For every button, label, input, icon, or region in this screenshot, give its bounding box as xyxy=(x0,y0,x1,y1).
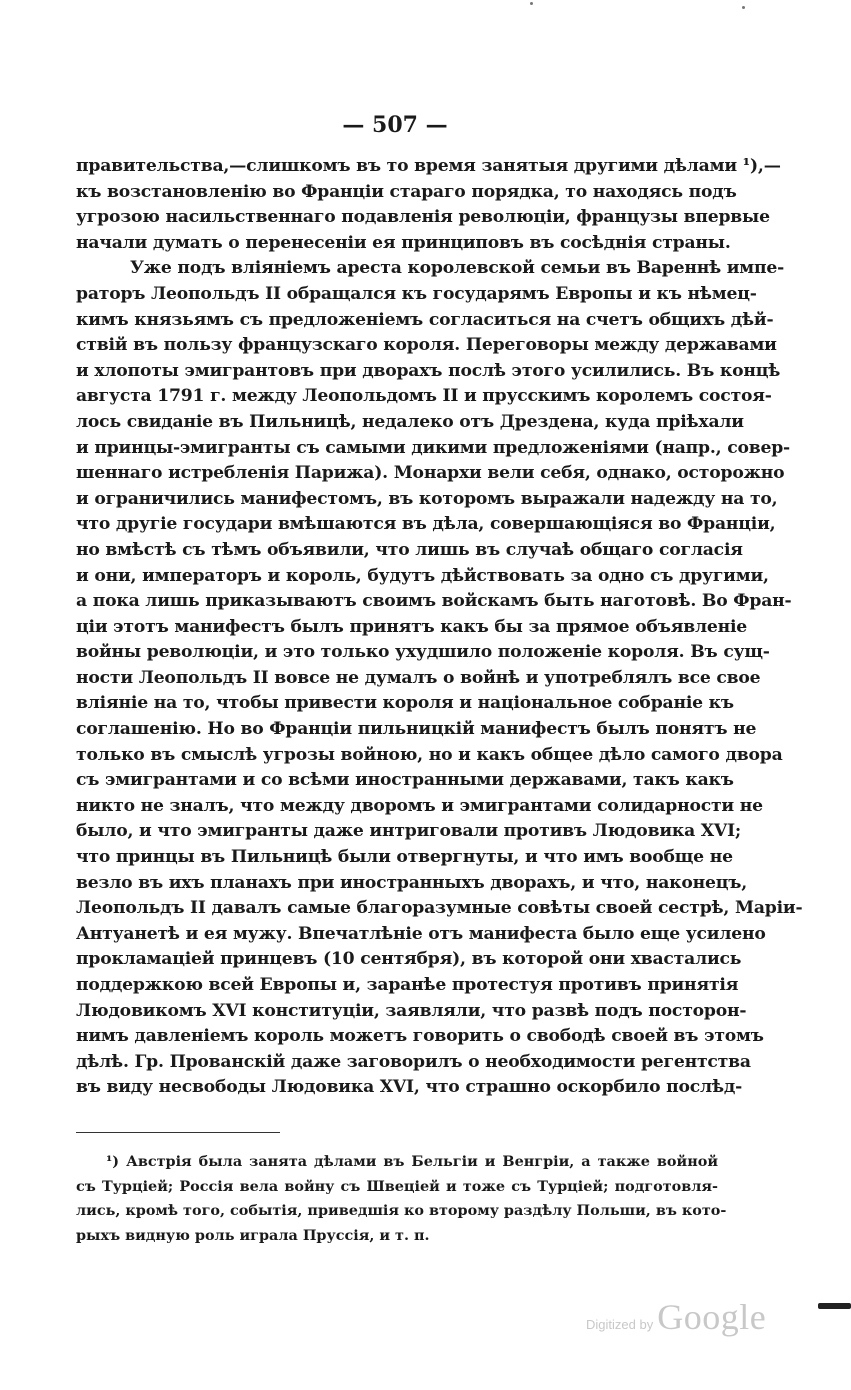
text-line: правительства,—слишкомъ въ то время занятыя другими дѣлами ¹),— xyxy=(76,156,781,176)
scan-speck xyxy=(530,2,533,5)
text-line: Уже подъ вліяніемъ ареста королевской семьи въ Вареннѣ импе- xyxy=(130,258,785,279)
footnote-line: съ Турціей; Россія вела войну съ Швеціей и тоже съ Турціей; подготовля- xyxy=(76,1177,718,1195)
google-logo: Google xyxy=(657,1297,767,1337)
footnotes xyxy=(76,1150,727,1248)
text-line: войны революціи, и это только ухудшило положеніе короля. Въ сущ- xyxy=(76,642,770,663)
text-line: поддержкою всей Европы и, заранѣе протестуя противъ принятія xyxy=(76,975,739,995)
text-line: ности Леопольдъ II вовсе не думалъ о войнѣ и употреблялъ все свое xyxy=(76,667,761,688)
text-line: дѣлѣ. Гр. Прованскій даже заговорилъ о необходимости регентства xyxy=(76,1051,751,1072)
text-line: только въ смыслѣ угрозы войною, но и какъ общее дѣло самого двора xyxy=(76,744,783,765)
text-line: и они, императоръ и король, будутъ дѣйствовать за одно съ другими, xyxy=(76,565,769,586)
text-line: шеннаго истребленія Парижа). Монархи вели себя, однако, осторожно xyxy=(76,463,785,484)
text-line: прокламаціей принцевъ (10 сентября), въ которой они хвастались xyxy=(76,949,742,970)
footnote-line: рыхъ видную роль играла Пруссія, и т. п. xyxy=(76,1226,430,1244)
text-line: было, и что эмигранты даже интриговали противъ Людовика XVI; xyxy=(76,821,742,842)
text-line: что принцы въ Пильницѣ были отвергнуты, и что имъ вообще не xyxy=(76,847,733,868)
text-line: начали думать о перенесеніи ея принциповъ въ сосѣднія страны. xyxy=(76,232,731,253)
text-line: но вмѣстѣ съ тѣмъ объявили, что лишь въ случаѣ общаго согласія xyxy=(76,539,743,560)
text-line: и хлопоты эмигрантовъ при дворахъ послѣ этого усилились. Въ концѣ xyxy=(76,360,781,381)
text-line: Антуанетѣ и ея мужу. Впечатлѣніе отъ манифеста было еще усилено xyxy=(76,923,766,944)
text-line: въ виду несвободы Людовика XVI, что страшно оскорбило послѣд- xyxy=(76,1077,743,1098)
text-line: съ эмигрантами и со всѣми иностранными державами, такъ какъ xyxy=(76,770,734,791)
watermark-prefix: Digitized by xyxy=(586,1317,654,1332)
text-line: ціи этотъ манифестъ былъ принятъ какъ бы за прямое объявленіе xyxy=(76,616,748,637)
text-line: что другіе государи вмѣшаются въ дѣла, совершающіяся во Франціи, xyxy=(76,514,776,535)
text-line: угрозою насильственнаго подавленія революціи, французы впервые xyxy=(76,207,770,228)
text-line: и ограничились манифестомъ, въ которомъ выражали надежду на то, xyxy=(76,488,778,509)
text-line: августа 1791 г. между Леопольдомъ II и прусскимъ королемъ состоя- xyxy=(76,386,772,407)
footnote-line: ¹) Австрія была занята дѣлами въ Бельгіи и Венгріи, а также войной xyxy=(106,1153,718,1170)
text-line: раторъ Леопольдъ II обращался къ государямъ Европы и къ нѣмец- xyxy=(76,283,757,304)
page-edge-mark xyxy=(818,1303,851,1309)
text-line: къ возстановленію во Франціи стараго порядка, то находясь подъ xyxy=(76,181,737,202)
text-line: ствій въ пользу французскаго короля. Переговоры между державами xyxy=(76,335,777,356)
text-line: а пока лишь приказываютъ своимъ войскамъ быть наготовѣ. Во Фран- xyxy=(76,591,792,612)
digitized-by-google-watermark xyxy=(586,1296,766,1338)
text-line: кимъ князьямъ съ предложеніемъ согласиться на счетъ общихъ дѣй- xyxy=(76,309,774,330)
text-line: нимъ давленіемъ король можетъ говорить о свободѣ своей въ этомъ xyxy=(76,1026,764,1047)
scan-speck xyxy=(742,6,745,9)
body-text xyxy=(76,154,803,1101)
text-line: и принцы-эмигранты съ самыми дикими предложеніями (напр., совер- xyxy=(76,437,790,458)
text-line: лось свиданіе въ Пильницѣ, недалеко отъ Дрездена, куда пріѣхали xyxy=(76,411,744,432)
text-line: никто не зналъ, что между дворомъ и эмигрантами солидарности не xyxy=(76,795,763,816)
text-line: Леопольдъ II давалъ самые благоразумные совѣты своей сестрѣ, Маріи- xyxy=(76,898,803,919)
page-number: — 507 — xyxy=(342,112,448,138)
text-line: Людовикомъ XVI конституціи, заявляли, что развѣ подъ посторон- xyxy=(76,1000,747,1021)
footnote-line: лись, кромѣ того, событія, приведшія ко второму раздѣлу Польши, въ кото- xyxy=(76,1202,727,1219)
text-line: вліяніе на то, чтобы привести короля и національное собраніе къ xyxy=(76,693,734,714)
footnote-divider xyxy=(76,1132,280,1133)
text-line: везло въ ихъ планахъ при иностранныхъ дворахъ, и что, наконецъ, xyxy=(76,872,748,893)
text-line: соглашенію. Но во Франціи пильницкій манифестъ былъ понятъ не xyxy=(76,719,757,740)
